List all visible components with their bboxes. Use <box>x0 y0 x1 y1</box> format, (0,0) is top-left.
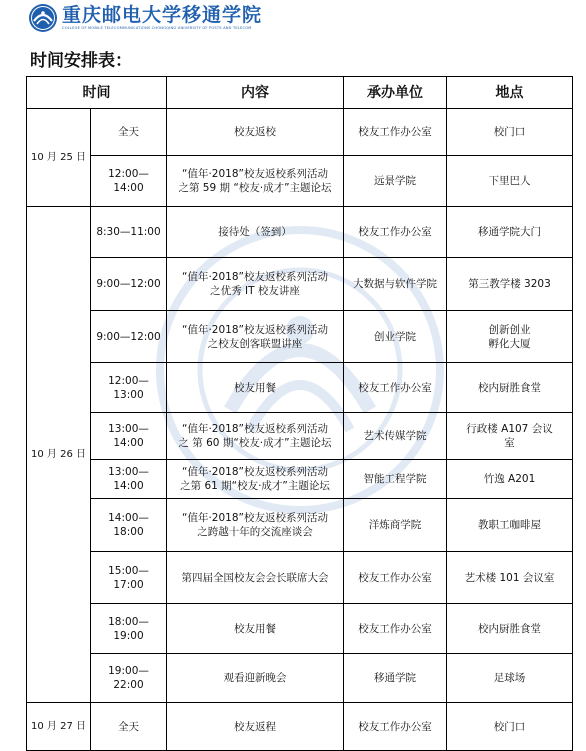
location-cell <box>447 207 573 258</box>
organizer-cell: 远景学院 <box>344 156 447 207</box>
time-cell: 9:00—12:00 <box>91 311 167 363</box>
table-row <box>27 207 573 258</box>
location-line: 创新创业 <box>488 323 531 336</box>
location-line: 下里巴人 <box>488 175 531 187</box>
location-cell <box>447 654 573 703</box>
location-cell <box>447 552 573 604</box>
location-line: 教职工咖啡屋 <box>478 519 541 531</box>
content-line: 之第 61 期“校友·成才”主题论坛 <box>180 480 330 492</box>
location-line: 室 <box>504 437 515 449</box>
university-logo <box>28 2 262 34</box>
header-content: 内容 <box>167 77 344 109</box>
time-cell: 13:00—14:00 <box>91 460 167 499</box>
content-cell <box>167 604 344 654</box>
location-line: 移通学院大门 <box>478 226 541 238</box>
content-line: 之第 59 期 “校友·成才”主题论坛 <box>178 182 332 194</box>
header-time: 时间 <box>27 77 167 109</box>
time-cell: 全天 <box>91 109 167 156</box>
content-line: “值年·2018”校友返校系列活动 <box>182 466 328 478</box>
table-row <box>27 109 573 156</box>
organizer-cell: 校友工作办公室 <box>344 109 447 156</box>
date-cell: 10 月 27 日 <box>27 703 91 751</box>
table-row <box>27 156 573 207</box>
organizer-cell: 校友工作办公室 <box>344 363 447 413</box>
content-cell <box>167 460 344 499</box>
table-header-row <box>27 77 573 109</box>
content-line: 之校友创客联盟讲座 <box>207 337 303 350</box>
logo-english-name: COLLEGE OF MOBILE TELECOMMUNICATIONS CHONGQING UNIVERSITY OF POSTS AND TELECOM <box>62 26 252 30</box>
table-row <box>27 258 573 311</box>
content-line: 校友用餐 <box>234 622 276 635</box>
content-cell <box>167 109 344 156</box>
content-cell <box>167 499 344 552</box>
location-line: 艺术楼 101 会议室 <box>464 571 555 584</box>
table-row <box>27 499 573 552</box>
location-line: 校内厨胜食堂 <box>478 622 541 635</box>
table-row <box>27 311 573 363</box>
location-cell <box>447 413 573 460</box>
organizer-cell: 校友工作办公室 <box>344 207 447 258</box>
content-cell <box>167 363 344 413</box>
location-cell <box>447 703 573 751</box>
location-line: 竹逸 A201 <box>483 473 536 485</box>
time-cell: 12:00—14:00 <box>91 156 167 207</box>
content-line: 之 第 60 期“校友·成才”主题论坛 <box>178 437 332 449</box>
location-cell <box>447 156 573 207</box>
date-cell: 10 月 26 日 <box>27 207 91 703</box>
header-organizer: 承办单位 <box>344 77 447 109</box>
organizer-cell: 创业学院 <box>344 311 447 363</box>
organizer-cell: 洋炼商学院 <box>344 499 447 552</box>
content-cell <box>167 552 344 604</box>
location-line: 第三教学楼 3203 <box>468 278 551 290</box>
time-cell: 8:30—11:00 <box>91 207 167 258</box>
time-cell: 全天 <box>91 703 167 751</box>
content-line: “值年·2018”校友返校系列活动 <box>182 512 328 524</box>
content-line: 之跨越十年的交流座谈会 <box>197 526 313 538</box>
content-cell <box>167 207 344 258</box>
location-line: 孵化大厦 <box>488 337 531 350</box>
content-line: 第四届全国校友会会长联席大会 <box>181 571 329 584</box>
table-row <box>27 363 573 413</box>
content-cell <box>167 703 344 751</box>
content-line: “值年·2018”校友返校系列活动 <box>182 271 328 283</box>
header-location: 地点 <box>447 77 573 109</box>
organizer-cell: 艺术传媒学院 <box>344 413 447 460</box>
logo-chinese-name: 重庆邮电大学移通学院 <box>62 4 263 26</box>
location-line: 校门口 <box>493 126 526 138</box>
content-line: “值年·2018”校友返校系列活动 <box>182 168 328 180</box>
organizer-cell: 校友工作办公室 <box>344 552 447 604</box>
organizer-cell: 校友工作办公室 <box>344 604 447 654</box>
table-row <box>27 460 573 499</box>
location-line: 校内厨胜食堂 <box>478 381 541 394</box>
content-line: 观看迎新晚会 <box>223 672 287 684</box>
time-cell: 13:00—14:00 <box>91 413 167 460</box>
organizer-cell: 校友工作办公室 <box>344 703 447 751</box>
time-cell: 12:00—13:00 <box>91 363 167 413</box>
section-title: 时间安排表： <box>30 51 132 71</box>
location-line: 校门口 <box>493 720 526 733</box>
location-cell <box>447 258 573 311</box>
time-cell: 14:00—18:00 <box>91 499 167 552</box>
location-cell <box>447 499 573 552</box>
content-cell <box>167 156 344 207</box>
content-line: “值年·2018”校友返校系列活动 <box>182 323 328 336</box>
time-cell: 19:00—22:00 <box>91 654 167 703</box>
location-cell <box>447 604 573 654</box>
content-line: 校友返校 <box>234 126 276 138</box>
table-row <box>27 604 573 654</box>
table-row <box>27 703 573 751</box>
location-cell <box>447 363 573 413</box>
content-cell <box>167 654 344 703</box>
content-cell <box>167 413 344 460</box>
location-cell <box>447 460 573 499</box>
table-row <box>27 413 573 460</box>
time-cell: 15:00—17:00 <box>91 552 167 604</box>
content-line: 校友用餐 <box>234 381 276 394</box>
content-line: “值年·2018”校友返校系列活动 <box>182 423 328 435</box>
location-cell <box>447 311 573 363</box>
date-cell: 10 月 25 日 <box>27 109 91 207</box>
time-cell: 18:00—19:00 <box>91 604 167 654</box>
table-row <box>27 552 573 604</box>
location-line: 足球场 <box>493 672 526 684</box>
content-line: 接待处（签到） <box>218 226 292 238</box>
content-cell <box>167 258 344 311</box>
location-cell <box>447 109 573 156</box>
content-line: 之优秀 IT 校友讲座 <box>210 285 300 297</box>
content-line: 校友返程 <box>234 720 276 733</box>
time-cell: 9:00—12:00 <box>91 258 167 311</box>
schedule-table <box>26 76 573 751</box>
content-cell <box>167 311 344 363</box>
organizer-cell: 智能工程学院 <box>344 460 447 499</box>
location-line: 行政楼 A107 会议 <box>466 423 553 435</box>
university-emblem-icon <box>28 3 58 33</box>
table-row <box>27 654 573 703</box>
organizer-cell: 移通学院 <box>344 654 447 703</box>
organizer-cell: 大数据与软件学院 <box>344 258 447 311</box>
